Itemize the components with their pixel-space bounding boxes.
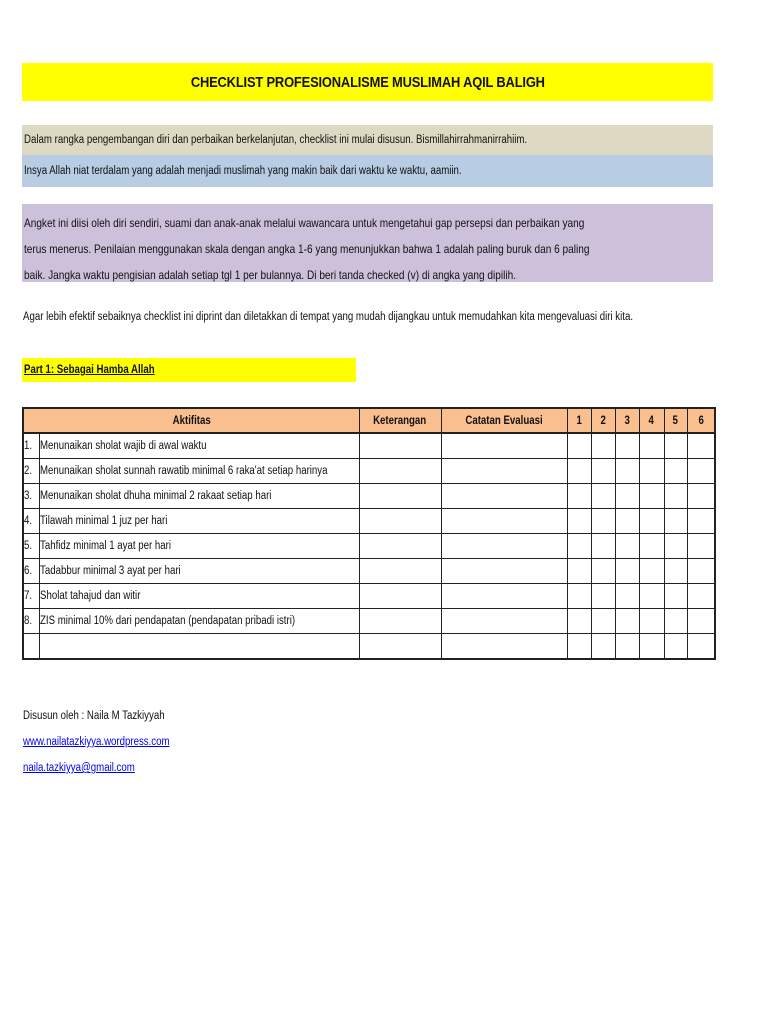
title-banner — [22, 63, 713, 101]
table-row — [23, 559, 715, 584]
author-line: Disusun oleh : Naila M Tazkiyyah — [23, 710, 165, 722]
score-cell-2[interactable] — [591, 433, 615, 459]
row-number — [23, 634, 39, 660]
score-cell-2[interactable] — [591, 609, 615, 634]
print-note: Agar lebih efektif sebaiknya checklist ini diprint dan diletakkan di tempat yang mudah dijangkau untuk memudahkan kita mengevaluasi diri kita. — [23, 311, 634, 323]
keterangan-cell[interactable] — [359, 609, 441, 634]
score-cell-5[interactable] — [664, 459, 687, 484]
header-score-2: 2 — [591, 408, 615, 433]
header-aktifitas: Aktifitas — [23, 408, 359, 433]
score-cell-6[interactable] — [687, 584, 715, 609]
header-score-1: 1 — [567, 408, 591, 433]
catatan-cell[interactable] — [441, 509, 567, 534]
score-cell-6[interactable] — [687, 459, 715, 484]
score-cell-2[interactable] — [591, 584, 615, 609]
activity-cell: Menunaikan sholat dhuha minimal 2 rakaat setiap hari — [39, 484, 359, 509]
keterangan-cell[interactable] — [359, 459, 441, 484]
table-header-row — [23, 408, 715, 433]
table-row — [23, 484, 715, 509]
catatan-cell[interactable] — [441, 534, 567, 559]
score-cell-5[interactable] — [664, 559, 687, 584]
catatan-cell[interactable] — [441, 584, 567, 609]
score-cell-5[interactable] — [664, 484, 687, 509]
score-cell-1[interactable] — [567, 433, 591, 459]
score-cell-5[interactable] — [664, 584, 687, 609]
score-cell-1[interactable] — [567, 484, 591, 509]
header-score-5: 5 — [664, 408, 687, 433]
table-row — [23, 509, 715, 534]
keterangan-cell[interactable] — [359, 534, 441, 559]
score-cell-3[interactable] — [615, 433, 639, 459]
email-link[interactable]: naila.tazkiyya@gmail.com — [23, 762, 135, 774]
score-cell-6[interactable] — [687, 484, 715, 509]
part-banner — [22, 358, 356, 382]
score-cell-5[interactable] — [664, 433, 687, 459]
part-title: Part 1: Sebagai Hamba Allah — [24, 364, 155, 376]
activity-cell[interactable] — [39, 634, 359, 660]
checklist-table — [22, 407, 716, 660]
activity-cell: Tilawah minimal 1 juz per hari — [39, 509, 359, 534]
activity-cell: ZIS minimal 10% dari pendapatan (pendapatan pribadi istri) — [39, 609, 359, 634]
score-cell-4[interactable] — [639, 584, 664, 609]
score-cell-5[interactable] — [664, 534, 687, 559]
catatan-cell[interactable] — [441, 559, 567, 584]
row-number: 8. — [23, 609, 39, 634]
score-cell-1[interactable] — [567, 634, 591, 660]
score-cell-4[interactable] — [639, 484, 664, 509]
score-cell-4[interactable] — [639, 509, 664, 534]
catatan-cell[interactable] — [441, 484, 567, 509]
score-cell-5[interactable] — [664, 634, 687, 660]
score-cell-2[interactable] — [591, 484, 615, 509]
score-cell-2[interactable] — [591, 509, 615, 534]
row-number: 7. — [23, 584, 39, 609]
keterangan-cell[interactable] — [359, 509, 441, 534]
row-number: 3. — [23, 484, 39, 509]
catatan-cell[interactable] — [441, 459, 567, 484]
intro-text-2: Insya Allah niat terdalam yang adalah menjadi muslimah yang makin baik dari waktu ke waktu, aamiin. — [24, 165, 462, 177]
score-cell-3[interactable] — [615, 634, 639, 660]
score-cell-3[interactable] — [615, 609, 639, 634]
score-cell-4[interactable] — [639, 609, 664, 634]
catatan-cell[interactable] — [441, 609, 567, 634]
instructions-band — [22, 204, 713, 282]
row-number: 5. — [23, 534, 39, 559]
header-score-4: 4 — [639, 408, 664, 433]
catatan-cell[interactable] — [441, 634, 567, 660]
score-cell-4[interactable] — [639, 433, 664, 459]
score-cell-2[interactable] — [591, 559, 615, 584]
score-cell-6[interactable] — [687, 534, 715, 559]
score-cell-2[interactable] — [591, 534, 615, 559]
table-row — [23, 534, 715, 559]
score-cell-4[interactable] — [639, 634, 664, 660]
header-score-3: 3 — [615, 408, 639, 433]
keterangan-cell[interactable] — [359, 634, 441, 660]
score-cell-4[interactable] — [639, 534, 664, 559]
score-cell-1[interactable] — [567, 459, 591, 484]
keterangan-cell[interactable] — [359, 484, 441, 509]
score-cell-5[interactable] — [664, 509, 687, 534]
table-row — [23, 459, 715, 484]
row-number: 4. — [23, 509, 39, 534]
score-cell-6[interactable] — [687, 433, 715, 459]
header-catatan: Catatan Evaluasi — [441, 408, 567, 433]
header-keterangan: Keterangan — [359, 408, 441, 433]
row-number: 1. — [23, 433, 39, 459]
keterangan-cell[interactable] — [359, 433, 441, 459]
catatan-cell[interactable] — [441, 433, 567, 459]
score-cell-3[interactable] — [615, 459, 639, 484]
activity-cell: Menunaikan sholat sunnah rawatib minimal 6 raka'at setiap harinya — [39, 459, 359, 484]
score-cell-1[interactable] — [567, 509, 591, 534]
activity-cell: Menunaikan sholat wajib di awal waktu — [39, 433, 359, 459]
instructions-text: Angket ini diisi oleh diri sendiri, suami dan anak-anak melalui wawancara untuk mengetahui gap persepsi dan perbaikan yang terus menerus. Penilaian menggunakan skala dengan angka 1-6 yang menunjukkan bahwa 1 adalah paling buruk dan 6 paling baik. Jangka waktu pengisian adalah setiap tgl 1 per bulannya. Di beri tanda checked (v) di angka yang dipilih. — [24, 216, 590, 282]
header-score-6: 6 — [687, 408, 715, 433]
score-cell-1[interactable] — [567, 559, 591, 584]
score-cell-6[interactable] — [687, 559, 715, 584]
score-cell-1[interactable] — [567, 584, 591, 609]
score-cell-3[interactable] — [615, 559, 639, 584]
score-cell-5[interactable] — [664, 609, 687, 634]
score-cell-3[interactable] — [615, 484, 639, 509]
score-cell-2[interactable] — [591, 634, 615, 660]
activity-cell: Tahfidz minimal 1 ayat per hari — [39, 534, 359, 559]
intro-band-1 — [22, 125, 713, 155]
score-cell-3[interactable] — [615, 584, 639, 609]
score-cell-4[interactable] — [639, 559, 664, 584]
score-cell-3[interactable] — [615, 534, 639, 559]
row-number: 6. — [23, 559, 39, 584]
website-link[interactable]: www.nailatazkiyya.wordpress.com — [23, 736, 170, 748]
score-cell-6[interactable] — [687, 634, 715, 660]
intro-band-2 — [22, 155, 713, 187]
table-row — [23, 609, 715, 634]
score-cell-2[interactable] — [591, 459, 615, 484]
keterangan-cell[interactable] — [359, 559, 441, 584]
score-cell-1[interactable] — [567, 534, 591, 559]
document-title: CHECKLIST PROFESIONALISME MUSLIMAH AQIL BALIGH — [190, 73, 545, 91]
score-cell-6[interactable] — [687, 609, 715, 634]
score-cell-3[interactable] — [615, 509, 639, 534]
activity-cell: Sholat tahajud dan witir — [39, 584, 359, 609]
activity-cell: Tadabbur minimal 3 ayat per hari — [39, 559, 359, 584]
score-cell-4[interactable] — [639, 459, 664, 484]
keterangan-cell[interactable] — [359, 584, 441, 609]
table-row-empty — [23, 634, 715, 660]
table-row — [23, 584, 715, 609]
table-row — [23, 433, 715, 459]
score-cell-6[interactable] — [687, 509, 715, 534]
score-cell-1[interactable] — [567, 609, 591, 634]
row-number: 2. — [23, 459, 39, 484]
intro-text-1: Dalam rangka pengembangan diri dan perbaikan berkelanjutan, checklist ini mulai disusun. Bismillahirrahmanirrahiim. — [24, 134, 528, 146]
